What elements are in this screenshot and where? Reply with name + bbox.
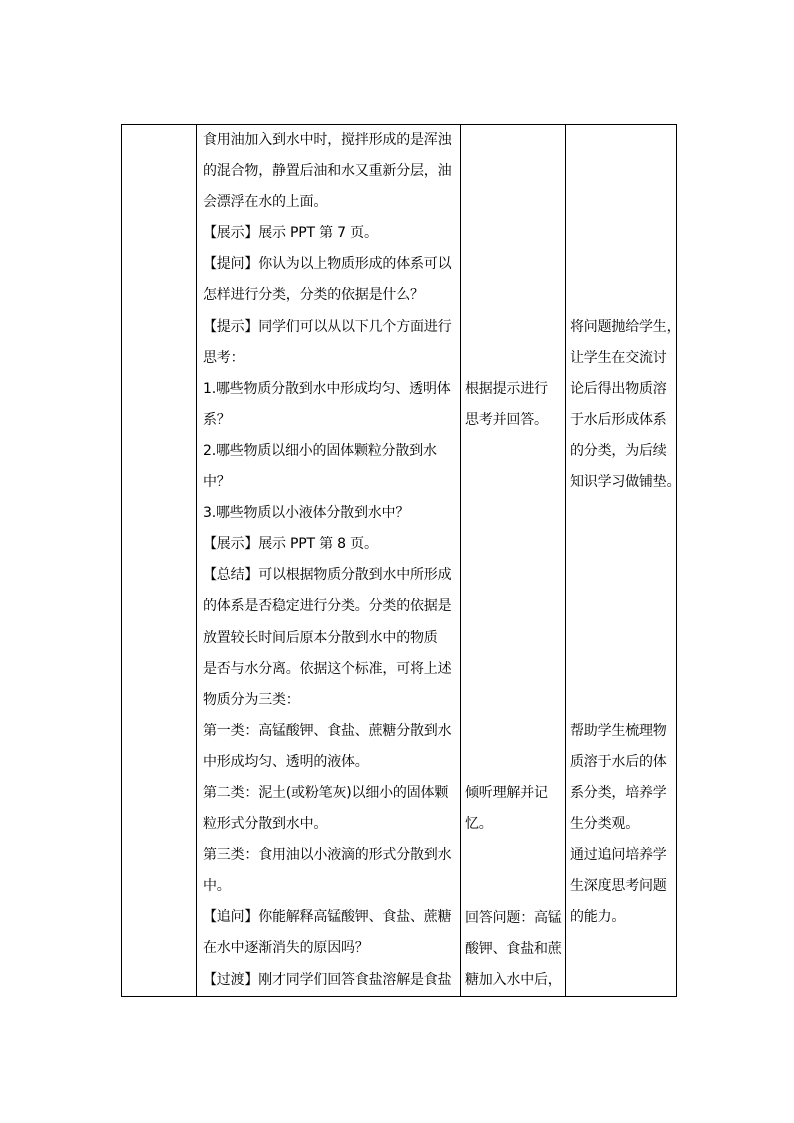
text-line: 论后得出物质溶 <box>570 380 667 397</box>
text-line: 系分类，培养学 <box>570 785 667 802</box>
column-divider <box>196 125 197 996</box>
design-intent-block <box>570 716 678 934</box>
text-line: 会漂浮在水的上面。 <box>203 194 328 211</box>
text-line: 将问题抛给学生， <box>570 318 681 335</box>
text-line: 【提问】你认为以上物质形成的体系可以 <box>203 256 452 273</box>
text-line: 回答问题：高锰 <box>465 909 562 926</box>
student-activity-column <box>465 125 563 996</box>
text-line: 思考并回答。 <box>465 411 548 428</box>
text-line: 生分类观。 <box>570 816 639 833</box>
text-line: 中形成均匀、透明的液体。 <box>203 753 369 770</box>
text-line: 【过渡】刚才同学们回答食盐溶解是食盐 <box>203 971 452 988</box>
text-line: 通过追问培养学 <box>570 847 667 864</box>
text-line: 的分类，为后续 <box>570 442 667 459</box>
text-line: 【展示】展示 PPT 第 7 页。 <box>203 225 378 242</box>
text-line: 倾听理解并记 <box>465 785 548 802</box>
text-line: 3.哪些物质以小液体分散到水中？ <box>203 505 410 522</box>
text-line: 第一类：高锰酸钾、食盐、蔗糖分散到水 <box>203 722 452 739</box>
text-line: 的体系是否稳定进行分类。分类的依据是 <box>203 598 452 615</box>
text-line: 根据提示进行 <box>465 380 548 397</box>
design-intent-block <box>570 312 681 499</box>
teacher-activity-text <box>203 125 459 996</box>
text-line: 的能力。 <box>570 909 626 926</box>
text-line: 帮助学生梳理物 <box>570 722 667 739</box>
text-line: 【展示】展示 PPT 第 8 页。 <box>203 536 378 553</box>
text-line: 物质分为三类： <box>203 691 300 708</box>
text-line: 【总结】可以根据物质分散到水中所形成 <box>203 567 452 584</box>
text-line: 是否与水分离。依据这个标准，可将上述 <box>203 660 452 677</box>
text-line: 【提示】同学们可以从以下几个方面进行 <box>203 318 452 335</box>
text-line: 于水后形成体系 <box>570 411 667 428</box>
text-line: 2.哪些物质以细小的固体颗粒分散到水 <box>203 442 437 459</box>
text-line: 生深度思考问题 <box>570 878 667 895</box>
text-line: 中？ <box>203 474 231 491</box>
text-line: 在水中逐渐消失的原因吗？ <box>203 940 369 957</box>
text-line: 质溶于水后的体 <box>570 753 667 770</box>
text-line: 【追问】你能解释高锰酸钾、食盐、蔗糖 <box>203 909 452 926</box>
student-activity-block <box>465 374 563 436</box>
student-activity-block <box>465 778 563 840</box>
text-line: 的混合物，静置后油和水又重新分层，油 <box>203 163 452 180</box>
text-line: 酸钾、食盐和蔗 <box>465 940 562 957</box>
text-line: 知识学习做铺垫。 <box>570 474 681 491</box>
text-line: 粒形式分散到水中。 <box>203 816 328 833</box>
text-line: 第二类：泥土(或粉笔灰)以细小的固体颗 <box>203 784 449 801</box>
text-line: 1.哪些物质分散到水中形成均匀、透明体 <box>203 380 451 397</box>
text-line: 怎样进行分类，分类的依据是什么？ <box>203 287 424 304</box>
text-line: 让学生在交流讨 <box>570 349 667 366</box>
student-activity-block <box>465 903 563 996</box>
stage-column <box>122 125 196 996</box>
lesson-plan-table <box>121 124 681 997</box>
text-line: 中。 <box>203 878 231 895</box>
column-divider <box>460 125 461 996</box>
text-line: 思考： <box>203 349 245 366</box>
text-line: 系？ <box>203 411 231 428</box>
teacher-activity-column <box>203 125 459 996</box>
text-line: 食用油加入到水中时，搅拌形成的是浑浊 <box>203 132 452 148</box>
text-line: 放置较长时间后原本分散到水中的物质 <box>203 629 438 646</box>
text-line: 第三类：食用油以小液滴的形式分散到水 <box>203 847 452 864</box>
column-divider <box>565 125 566 996</box>
text-line: 忆。 <box>465 816 493 833</box>
text-line: 糖加入水中后， <box>465 971 562 988</box>
design-intent-column <box>570 125 681 996</box>
